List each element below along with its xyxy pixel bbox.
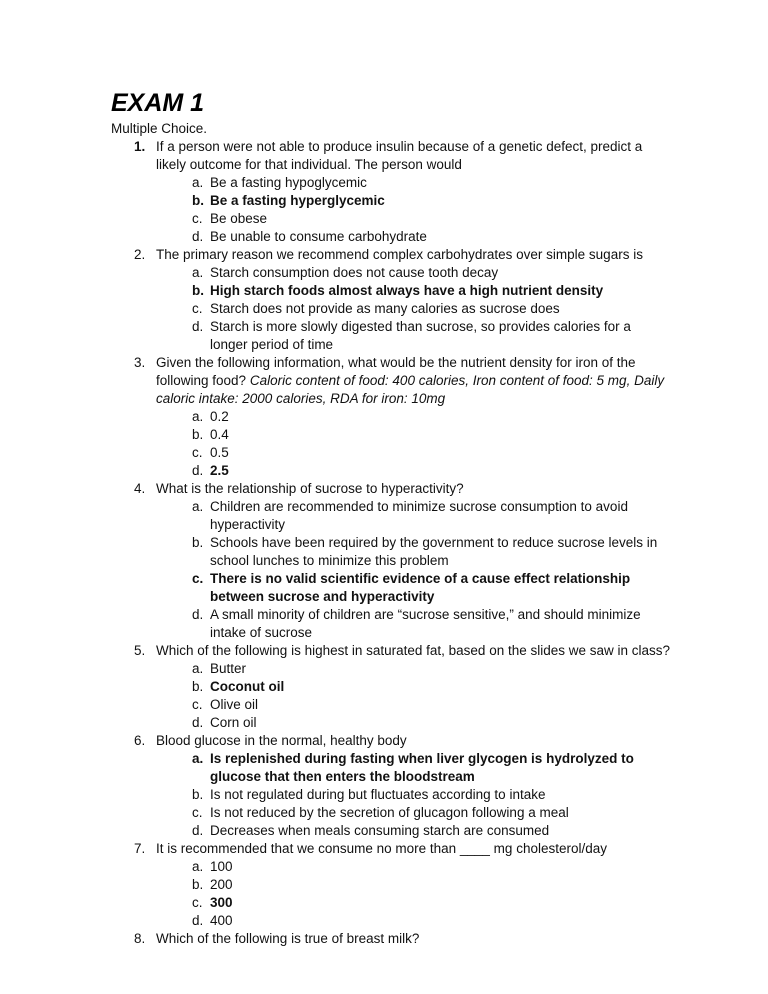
option-list [156,264,671,354]
option-text: Starch is more slowly digested than sucrose, so provides calories for a longer period of time [210,319,631,352]
option-item [156,228,671,246]
question-number: 7. [134,841,146,856]
option-text: 100 [210,859,233,874]
option-item [156,678,671,696]
option-text: 0.4 [210,427,229,442]
option-text: Butter [210,661,247,676]
option-letter: c. [192,301,203,316]
section-heading: Multiple Choice. [111,121,208,136]
question-number: 5. [134,643,146,658]
question-item [111,354,671,480]
correct-option-item [156,570,671,606]
question-item [111,840,671,930]
question-number: 3. [134,355,146,370]
option-letter: d. [192,913,204,928]
option-letter: d. [192,229,204,244]
question-text: It is recommended that we consume no more than ____ mg cholesterol/day [156,841,607,856]
option-list [156,408,671,480]
option-letter: c. [192,895,203,910]
option-text: Be unable to consume carbohydrate [210,229,427,244]
option-item [156,606,671,642]
option-letter: a. [192,409,204,424]
option-letter: c. [192,445,203,460]
question-number: 8. [134,931,146,946]
correct-option-text: 300 [210,895,233,910]
option-text: Be a fasting hyperglycemic [210,193,385,208]
option-item [156,498,671,534]
question-text: Which of the following is highest in saturated fat, based on the slides we saw in class? [156,643,671,658]
option-letter: d. [192,715,204,730]
option-letter: c. [192,697,203,712]
option-item [156,426,671,444]
option-item [156,462,671,480]
correct-option-text: 2.5 [210,463,229,478]
option-letter: d. [192,607,204,622]
option-item [156,660,671,678]
option-text: Children are recommended to minimize sucrose consumption to avoid hyperactivity [210,499,628,532]
option-text: Is replenished during fasting when liver glycogen is hydrolyzed to glucose that then enters the bloodstream [210,751,634,784]
option-item [156,696,671,714]
option-text: 0.2 [210,409,229,424]
option-text: A small minority of children are “sucrose sensitive,” and should minimize intake of sucrose [210,607,641,640]
option-item [156,534,671,570]
option-list [156,660,671,732]
option-item [156,912,671,930]
option-item [156,804,671,822]
option-item [156,894,671,912]
option-text: 0.5 [210,445,229,460]
question-text-plain: Given the following information, what would be the nutrient density for iron of the following food? [156,355,636,388]
option-text: Is not regulated during but fluctuates according to intake [210,787,546,802]
option-letter: c. [192,211,203,226]
option-letter: a. [192,499,204,514]
option-item [156,858,671,876]
question-number: 1. [134,139,146,154]
question-text [156,355,664,406]
option-letter: b. [192,427,204,442]
option-text: Starch does not provide as many calories as sucrose does [210,301,560,316]
option-item [156,444,671,462]
question-text: The primary reason we recommend complex carbohydrates over simple sugars is [156,247,643,262]
option-letter: b. [192,535,204,550]
option-text: Schools have been required by the government to reduce sucrose levels in school lunches to minimize this problem [210,535,658,568]
option-text: There is no valid scientific evidence of a cause effect relationship between sucrose and hyperactivity [210,571,631,604]
correct-option-item [156,282,671,300]
option-item [156,876,671,894]
option-text: Be a fasting hypoglycemic [210,175,367,190]
option-letter: d. [192,823,204,838]
option-item [156,822,671,840]
option-text: Starch consumption does not cause tooth decay [210,265,499,280]
option-item [156,318,671,354]
option-letter: c. [192,571,204,586]
option-item [156,300,671,318]
option-text: Be obese [210,211,268,226]
question-item [111,480,671,642]
correct-option-item [156,192,671,210]
correct-option-text: Coconut oil [210,679,285,694]
question-text: What is the relationship of sucrose to hyperactivity? [156,481,464,496]
option-letter: b. [192,877,204,892]
question-item [111,732,671,840]
option-text: Corn oil [210,715,257,730]
option-text: Olive oil [210,697,259,712]
option-text: 200 [210,877,233,892]
option-letter: d. [192,319,204,334]
option-letter: a. [192,751,204,766]
option-text: Is not reduced by the secretion of glucagon following a meal [210,805,569,820]
option-item [156,174,671,192]
question-text-italic: Caloric content of food: 400 calories, Iron content of food: 5 mg, Daily caloric intake: 2000 calories, RDA for iron: 10mg [156,373,665,406]
question-item [111,930,671,948]
option-text: Decreases when meals consuming starch are consumed [210,823,550,838]
option-letter: c. [192,805,203,820]
question-number: 4. [134,481,146,496]
option-letter: b. [192,787,204,802]
question-text: Which of the following is true of breast milk? [156,931,420,946]
option-list [156,498,671,642]
option-letter: b. [192,283,204,298]
question-item [111,246,671,354]
correct-option-item [156,750,671,786]
option-letter: d. [192,463,204,478]
option-letter: a. [192,859,204,874]
option-item [156,210,671,228]
option-letter: a. [192,265,204,280]
option-item [156,408,671,426]
question-number: 2. [134,247,146,262]
page-title: EXAM 1 [111,89,205,117]
question-text: If a person were not able to produce insulin because of a genetic defect, predict a likely outcome for that individual. The person would [156,139,643,172]
option-letter: b. [192,679,204,694]
option-item [156,264,671,282]
option-list [156,750,671,840]
question-text: Blood glucose in the normal, healthy body [156,733,407,748]
option-text: 400 [210,913,233,928]
question-item [111,642,671,732]
option-item [156,786,671,804]
option-list [156,858,671,930]
option-list [156,174,671,246]
question-number: 6. [134,733,146,748]
option-letter: a. [192,175,204,190]
option-text: High starch foods almost always have a high nutrient density [210,283,604,298]
option-letter: a. [192,661,204,676]
option-letter: b. [192,193,204,208]
option-item [156,714,671,732]
question-item [111,138,671,246]
question-list [111,138,671,948]
